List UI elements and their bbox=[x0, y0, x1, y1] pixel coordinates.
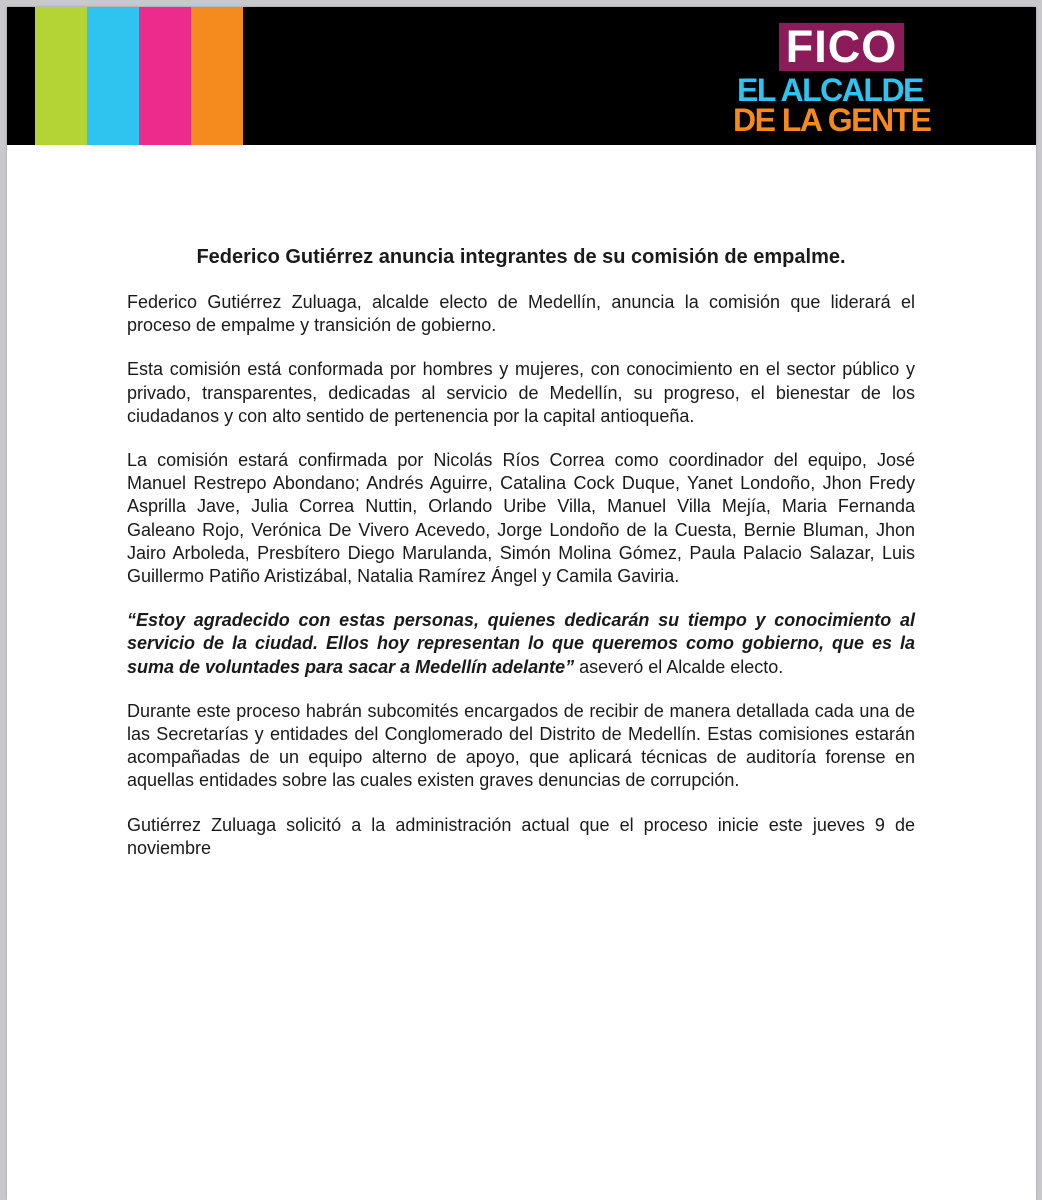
document-title: Federico Gutiérrez anuncia integrantes de su comisión de empalme. bbox=[196, 246, 846, 268]
pink-stripe bbox=[139, 7, 191, 145]
logo-el-alcalde-text: EL ALCALDE bbox=[737, 72, 923, 108]
paragraph-subcommittees: Durante este proceso habrán subcomités encargados de recibir de manera detallada cada una de las Secretarías y entidades del Conglomerado del Distrito de Medellín. Estas comisiones estarán acompañadas de un equipo alterno de apoyo, que aplicará técnicas de auditoría forense en aquellas entidades sobre las cuales existen graves denuncias de corrupción. bbox=[127, 700, 915, 791]
campaign-logo bbox=[733, 21, 953, 138]
quote-paragraph bbox=[127, 609, 915, 679]
letterhead-banner bbox=[7, 7, 1036, 145]
logo-fico-text: FICO bbox=[779, 23, 904, 71]
document-body bbox=[127, 244, 915, 881]
orange-stripe bbox=[191, 7, 243, 145]
green-stripe bbox=[35, 7, 87, 145]
quote-attribution: aseveró el Alcalde electo. bbox=[574, 656, 784, 677]
quote-text: “Estoy agradecido con estas personas, quienes dedicarán su tiempo y conocimiento al servicio de la ciudad. Ellos hoy representan lo que queremos como gobierno, que es la suma de voluntades para sacar a Medellín adelante” bbox=[127, 610, 915, 677]
paragraph-start-date: Gutiérrez Zuluaga solicitó a la administración actual que el proceso inicie este jueves 9 de noviembre bbox=[127, 814, 915, 858]
paragraph-members: La comisión estará confirmada por Nicolás Ríos Correa como coordinador del equipo, José Manuel Restrepo Abondano; Andrés Aguirre, Catalina Cock Duque, Yanet Londoño, Jhon Fredy Asprilla Jave, Julia Correa Nuttin, Orlando Uribe Villa, Manuel Villa Mejía, Maria Fernanda Galeano Rojo, Verónica De Vivero Acevedo, Jorge Londoño de la Cuesta, Bernie Bluman, Jhon Jairo Arboleda, Presbítero Diego Marulanda, Simón Molina Gómez, Paula Palacio Salazar, Luis Guillermo Patiño Aristizábal, Natalia Ramírez Ángel y Camila Gaviria. bbox=[127, 450, 915, 587]
paragraph-composition: Esta comisión está conformada por hombres y mujeres, con conocimiento en el sector público y privado, transparentes, dedicadas al servicio de Medellín, su progreso, el bienestar de los ciudadanos y con alto sentido de pertenencia por la capital antioqueña. bbox=[127, 359, 915, 426]
paragraph-intro: Federico Gutiérrez Zuluaga, alcalde electo de Medellín, anuncia la comisión que liderará el proceso de empalme y transición de gobierno. bbox=[127, 292, 915, 336]
cyan-stripe bbox=[87, 7, 139, 145]
document-page bbox=[7, 7, 1036, 1200]
logo-de-la-gente-text: DE LA GENTE bbox=[733, 102, 931, 138]
